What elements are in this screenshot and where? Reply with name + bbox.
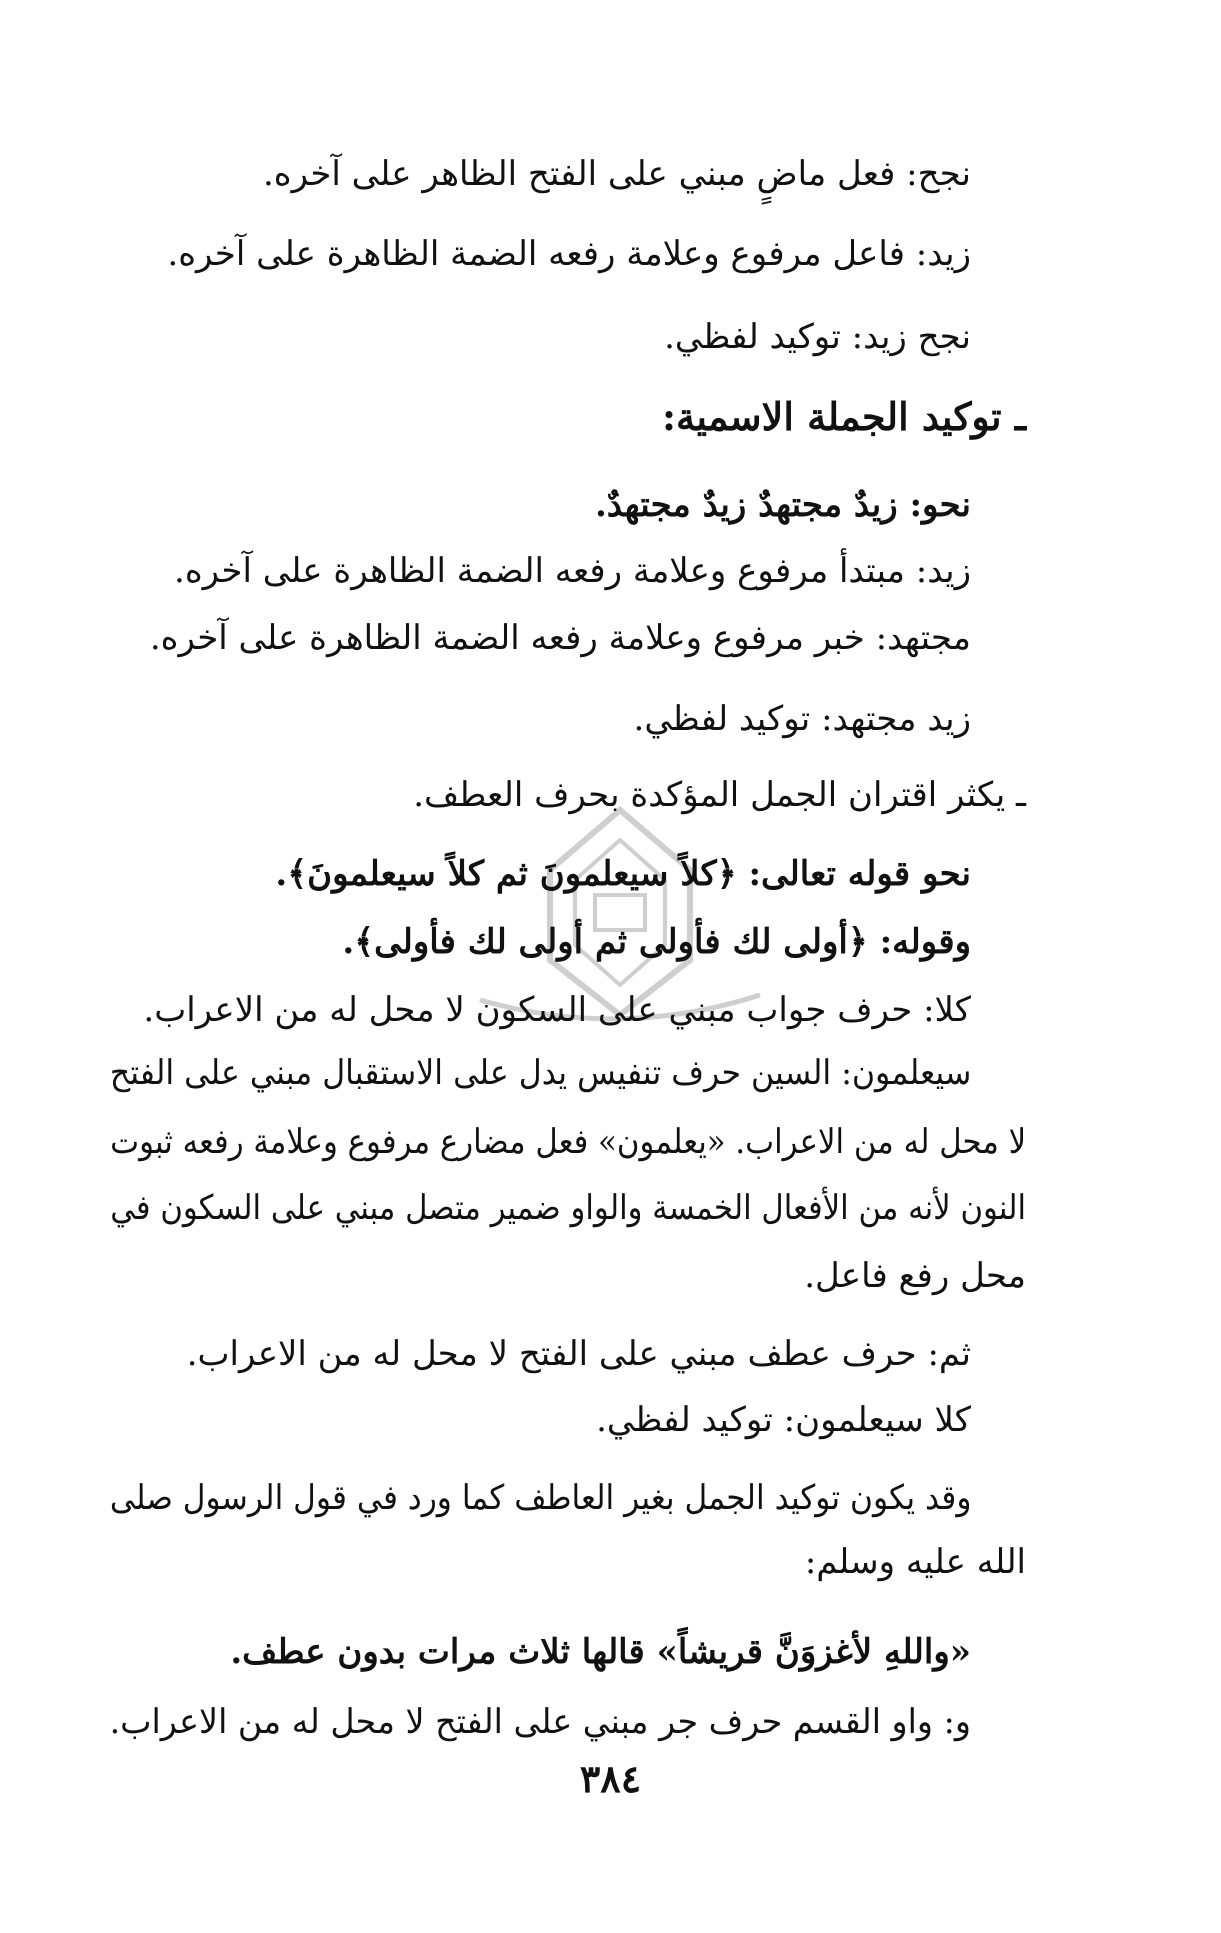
text-line: كلا: حرف جواب مبني على السكون لا محل له من الاعراب. <box>143 990 971 1030</box>
page-number: ٣٨٤ <box>579 1756 642 1801</box>
text-line: زيد: فاعل مرفوع وعلامة رفعه الضمة الظاهرة على آخره. <box>167 234 971 274</box>
hadith-example: «واللهِ لأغزوَنَّ قريشاً» قالها ثلاث مرات بدون عطف. <box>230 1632 971 1672</box>
text-line: مجتهد: خبر مرفوع وعلامة رفعه الضمة الظاهرة على آخره. <box>149 618 971 658</box>
text-line: زيد مجتهد: توكيد لفظي. <box>633 699 971 739</box>
text-line: زيد: مبتدأ مرفوع وعلامة رفعه الضمة الظاهرة على آخره. <box>174 551 971 591</box>
text-line: وقد يكون توكيد الجمل بغير العاطف كما ورد في قول الرسول صلى <box>109 1478 971 1518</box>
text-line: سيعلمون: السين حرف تنفيس يدل على الاستقبال مبني على الفتح <box>109 1053 971 1093</box>
quran-example: نحو قوله تعالى: ﴿كلاً سيعلمونَ ثم كلاً سيعلمونَ﴾. <box>275 854 971 894</box>
quran-example: وقوله: ﴿أولى لك فأولى ثم أولى لك فأولى﴾. <box>342 922 971 962</box>
text-line: محل رفع فاعل. <box>804 1256 1026 1296</box>
text-line: كلا سيعلمون: توكيد لفظي. <box>596 1400 971 1440</box>
section-heading: ـ توكيد الجملة الاسمية: <box>661 394 1026 439</box>
text-line: نحو: زيدٌ مجتهدٌ زيدٌ مجتهدٌ. <box>594 485 971 525</box>
text-line: و: واو القسم حرف جر مبني على الفتح لا محل له من الاعراب. <box>109 1702 971 1742</box>
text-line: نجح زيد: توكيد لفظي. <box>664 317 971 357</box>
text-line: ثم: حرف عطف مبني على الفتح لا محل له من الاعراب. <box>186 1334 971 1374</box>
text-line: لا محل له من الاعراب. «يعلمون» فعل مضارع مرفوع وعلامة رفعه ثبوت <box>109 1122 1026 1162</box>
text-line: الله عليه وسلم: <box>804 1542 1026 1582</box>
text-line: النون لأنه من الأفعال الخمسة والواو ضمير متصل مبني على السكون في <box>110 1188 1026 1228</box>
text-line: ـ يكثر اقتران الجمل المؤكدة بحرف العطف. <box>413 775 1026 815</box>
text-line: نجح: فعل ماضٍ مبني على الفتح الظاهر على آخره. <box>263 154 971 194</box>
